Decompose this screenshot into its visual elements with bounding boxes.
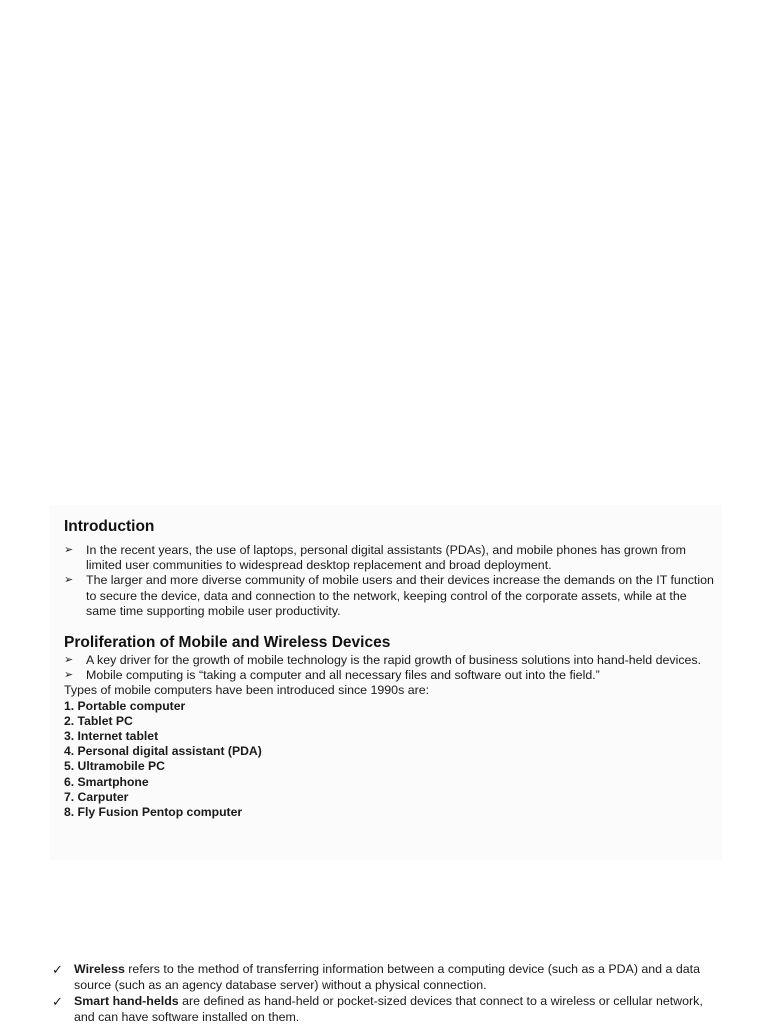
types-intro: Types of mobile computers have been introduced since 1990s are:	[64, 683, 430, 698]
definition-text: refers to the method of transferring information between a computing device (such as a PDA) and a data source (such as an agency database server) without a physical connection.	[74, 962, 700, 992]
proliferation-heading: Proliferation of Mobile and Wireless Devices	[64, 634, 391, 652]
list-item: 3. Internet tablet	[64, 729, 159, 744]
arrowhead-bullet-icon: ➢	[64, 654, 74, 667]
checkmark-bullet-icon: ✓	[52, 994, 63, 1010]
definition-smart-handhelds	[52, 994, 712, 1025]
list-item: 1. Portable computer	[64, 698, 186, 713]
proliferation-bullet-2	[64, 668, 714, 683]
introduction-bullet-text: In the recent years, the use of laptops, personal digital assistants (PDAs), and mobile phones has grown from limited user communities to widespread desktop replacement and broad deployment.	[86, 543, 686, 573]
arrowhead-bullet-icon: ➢	[64, 669, 74, 682]
introduction-heading: Introduction	[64, 518, 155, 535]
definition-text: are defined as hand-held or pocket-sized devices that connect to a wireless or cellular network, and can have software installed on them.	[74, 994, 703, 1024]
definition-term: Smart hand-helds	[74, 994, 179, 1009]
mobile-computer-types-list	[64, 699, 714, 821]
definitions-section	[52, 962, 712, 1026]
proliferation-bullet-1	[64, 653, 714, 668]
introduction-bullet-1	[64, 543, 714, 573]
list-item: 4. Personal digital assistant (PDA)	[64, 744, 262, 759]
introduction-bullet-text: The larger and more diverse community of mobile users and their devices increase the demands on the IT function to secure the device, data and connection to the network, keeping control of the corporate assets, while at the same time supporting mobile user productivity.	[86, 573, 714, 618]
proliferation-bullet-text: A key driver for the growth of mobile technology is the rapid growth of business solutions into hand-held devices.	[86, 653, 702, 668]
list-item: 6. Smartphone	[64, 774, 149, 789]
list-item: 5. Ultramobile PC	[64, 759, 165, 774]
definition-wireless	[52, 962, 712, 993]
page-content	[64, 517, 714, 820]
list-item: 7. Carputer	[64, 789, 129, 804]
arrowhead-bullet-icon: ➢	[64, 574, 74, 587]
list-item: 8. Fly Fusion Pentop computer	[64, 805, 243, 820]
proliferation-bullet-text: Mobile computing is “taking a computer and all necessary files and software out into the field.”	[86, 668, 600, 683]
list-item: 2. Tablet PC	[64, 713, 133, 728]
introduction-bullet-2	[64, 573, 714, 619]
arrowhead-bullet-icon: ➢	[64, 544, 74, 556]
definition-term: Wireless	[74, 962, 125, 976]
checkmark-bullet-icon: ✓	[52, 962, 63, 977]
